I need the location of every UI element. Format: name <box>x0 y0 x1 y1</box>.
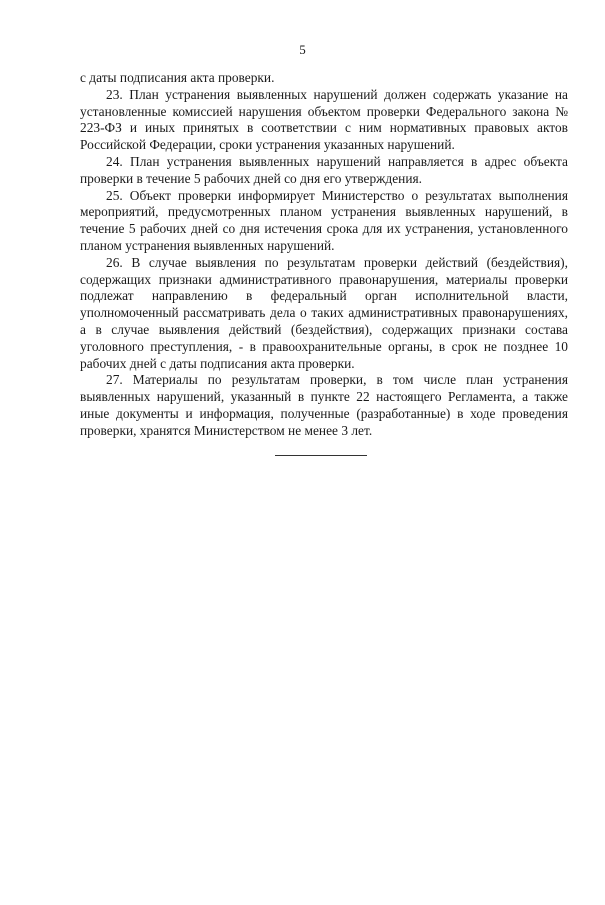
document-body <box>80 70 568 440</box>
end-separator-line <box>275 455 367 456</box>
paragraph-26: 26. В случае выявления по результатам проверки действий (бездействия), содержащих признаки административного правонарушения, материалы проверки подлежат направлению в федеральный орган исполнительной власти, уполномоченный рассматривать дела о таких административных правонарушениях, а в случае выявления действий (бездействия), содержащих признаки состава уголовного преступления, - в правоохранительные органы, в срок не позднее 10 рабочих дней с даты подписания акта проверки. <box>80 254 568 371</box>
paragraph-continuation: с даты подписания акта проверки. <box>80 70 275 85</box>
paragraph-23: 23. План устранения выявленных нарушений должен содержать указание на установленные комиссией нарушения объектом проверки Федерального закона № 223-ФЗ и иных принятых в соответствии с ним нормативных правовых актов Российской Федерации, сроки устранения указанных нарушений. <box>80 86 568 153</box>
paragraph-24: 24. План устранения выявленных нарушений направляется в адрес объекта проверки в течение 5 рабочих дней со дня его утверждения. <box>80 153 568 186</box>
page-number: 5 <box>299 42 306 57</box>
paragraph-25: 25. Объект проверки информирует Министерство о результатах выполнения мероприятий, предусмотренных планом устранения выявленных нарушений, в течение 5 рабочих дней со дня истечения срока для их устранения, установленного планом устранения выявленных нарушений. <box>80 187 568 253</box>
paragraph-27: 27. Материалы по результатам проверки, в том числе план устранения выявленных нарушений, указанный в пункте 22 настоящего Регламента, а также иные документы и информация, полученные (разработанные) в ходе проведения проверки, хранятся Министерством не менее 3 лет. <box>80 372 568 438</box>
